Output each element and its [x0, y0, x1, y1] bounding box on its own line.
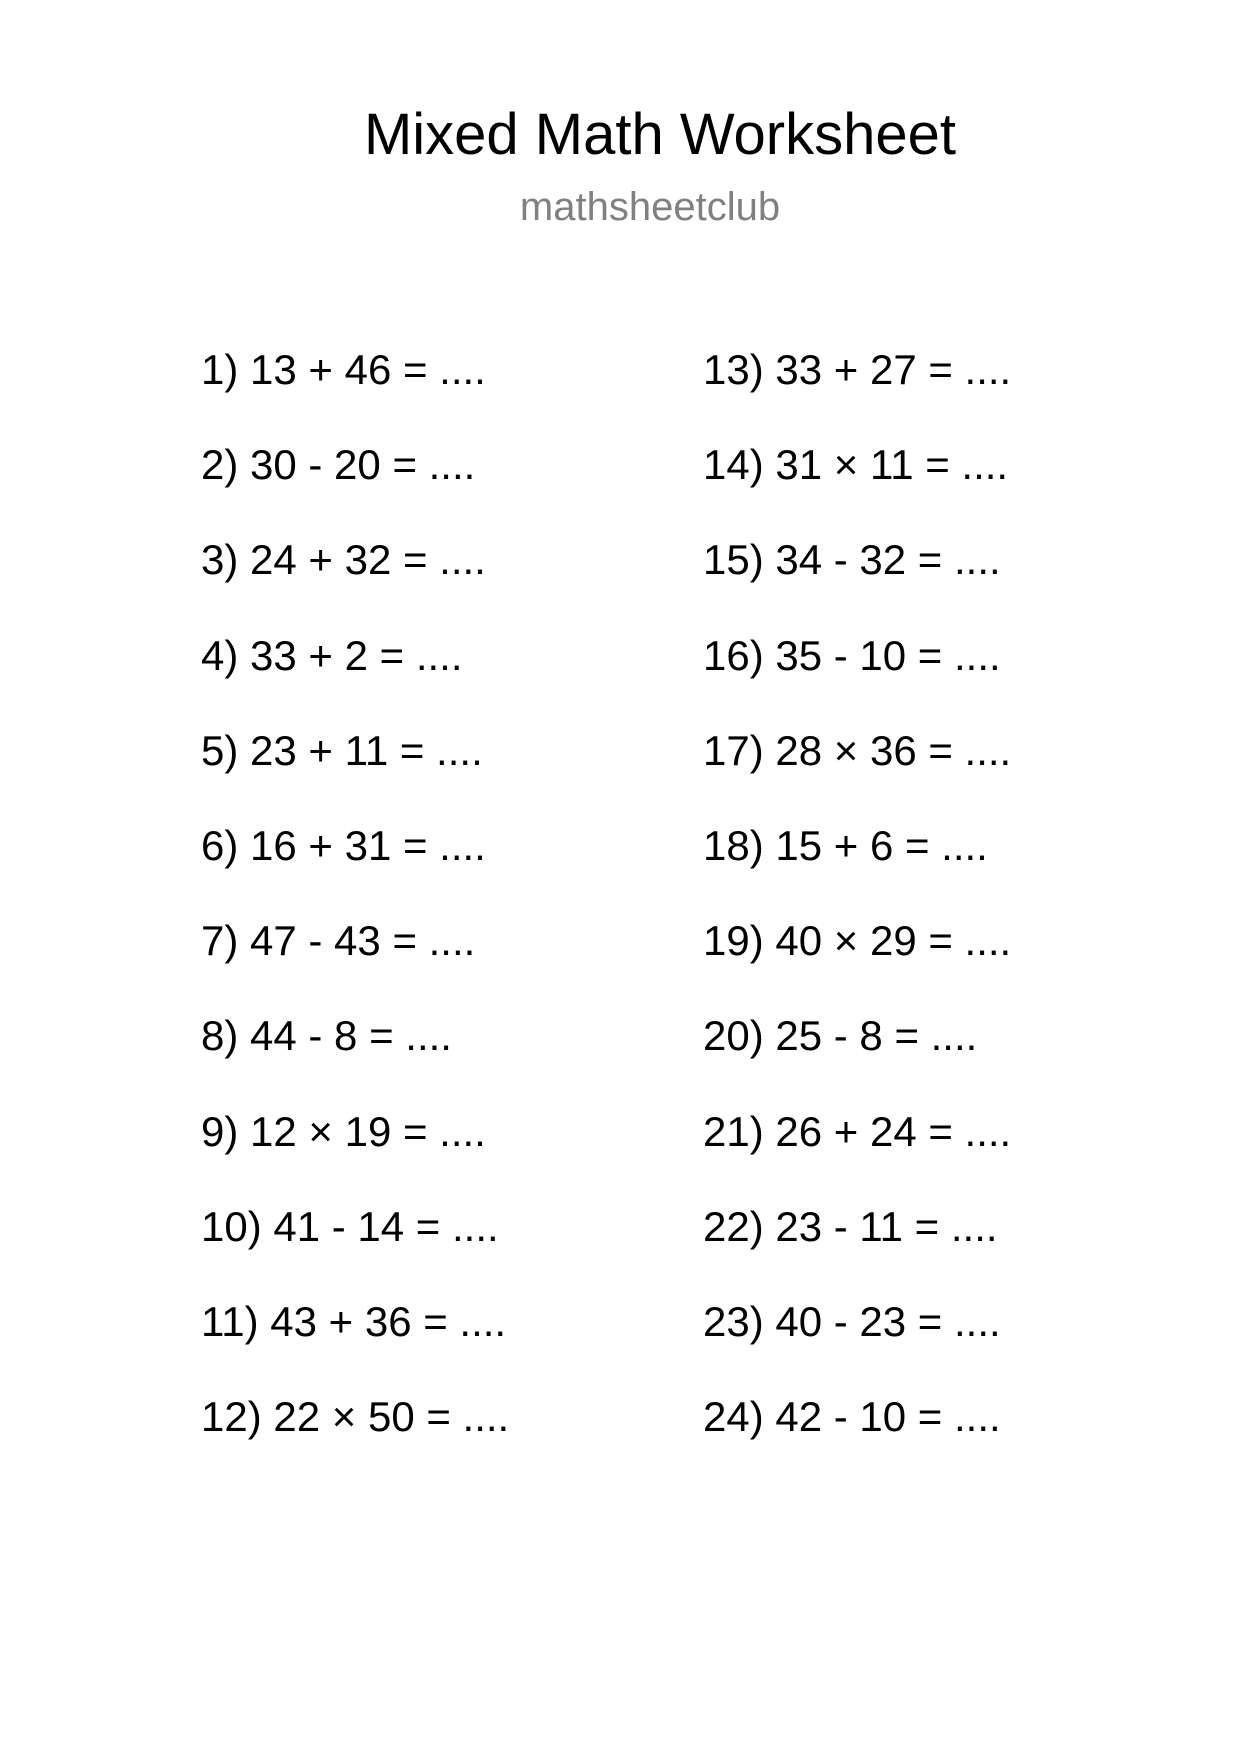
problem-item: 20) 25 - 8 = .... — [703, 1012, 978, 1060]
problem-item: 10) 41 - 14 = .... — [201, 1202, 499, 1250]
problem-item: 2) 30 - 20 = .... — [201, 441, 476, 489]
problem-item: 6) 16 + 31 = .... — [201, 821, 486, 869]
problem-item: 1) 13 + 46 = .... — [201, 346, 486, 393]
worksheet-subtitle: mathsheetclub — [519, 185, 781, 229]
problem-item: 5) 23 + 11 = .... — [201, 726, 483, 774]
problem-item: 7) 47 - 43 = .... — [201, 917, 476, 965]
worksheet-title: Mixed Math Worksheet — [363, 102, 957, 167]
problem-item: 13) 33 + 27 = .... — [703, 346, 1012, 393]
problem-item: 3) 24 + 32 = .... — [201, 536, 486, 584]
problem-item: 11) 43 + 36 = .... — [201, 1297, 507, 1345]
problem-item: 16) 35 - 10 = .... — [703, 631, 1001, 679]
problem-item: 22) 23 - 11 = .... — [703, 1202, 998, 1250]
problem-item: 23) 40 - 23 = .... — [703, 1297, 1001, 1345]
problem-item: 17) 28 × 36 = .... — [703, 726, 1012, 774]
problem-item: 12) 22 × 50 = .... — [201, 1393, 510, 1441]
problems-column-left — [201, 345, 509, 1487]
problem-item: 15) 34 - 32 = .... — [703, 536, 1001, 584]
problem-item: 4) 33 + 2 = .... — [201, 631, 463, 679]
problem-item: 19) 40 × 29 = .... — [703, 917, 1012, 965]
problems-column-right — [703, 345, 1011, 1487]
problem-item: 9) 12 × 19 = .... — [201, 1107, 486, 1155]
problem-item: 8) 44 - 8 = .... — [201, 1012, 452, 1060]
problem-item: 14) 31 × 11 = .... — [703, 441, 1009, 489]
problem-item: 21) 26 + 24 = .... — [703, 1107, 1012, 1155]
problem-item: 18) 15 + 6 = .... — [703, 821, 988, 869]
problem-item: 24) 42 - 10 = .... — [703, 1393, 1001, 1441]
